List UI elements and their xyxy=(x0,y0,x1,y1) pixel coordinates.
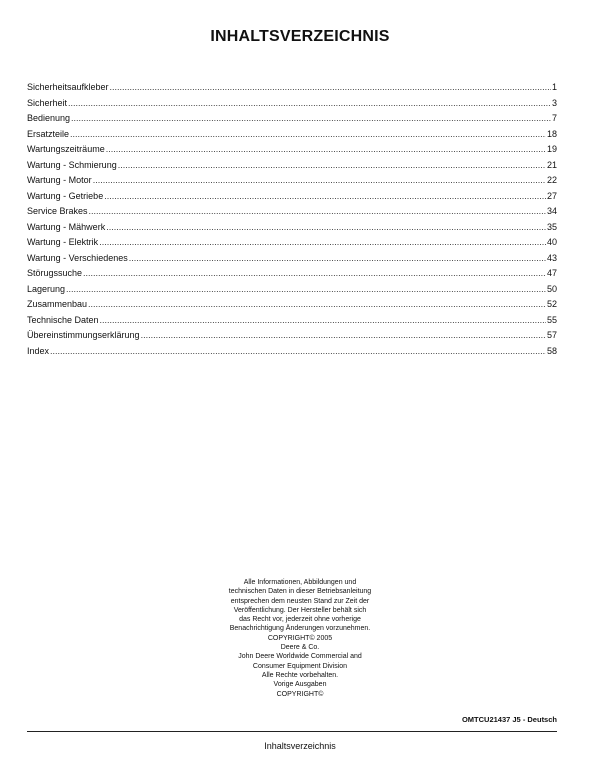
table-of-contents xyxy=(27,80,557,359)
toc-entry-label: Sicherheit xyxy=(27,97,68,108)
toc-dot-leader xyxy=(99,235,546,251)
footer-title: Inhaltsverzeichnis xyxy=(264,741,336,751)
document-code: OMTCU21437 J5 - Deutsch xyxy=(461,715,557,724)
toc-entry-page: 50 xyxy=(546,283,557,294)
toc-entry-label: Bedienung xyxy=(27,113,71,123)
toc-entry-label: Sicherheitsaufkleber xyxy=(27,82,109,92)
toc-entry-page: 1 xyxy=(551,82,557,92)
toc-entry-label: Ersatzteile xyxy=(27,128,70,139)
toc-dot-leader xyxy=(71,111,551,127)
toc-entry[interactable] xyxy=(27,111,557,127)
toc-entry[interactable] xyxy=(27,313,557,329)
toc-entry-label: Service Brakes xyxy=(27,206,88,216)
toc-entry[interactable] xyxy=(27,297,557,313)
toc-entry[interactable] xyxy=(27,328,557,344)
toc-dot-leader xyxy=(141,328,546,344)
notice-line: technischen Daten in dieser Betriebsanleitung xyxy=(228,588,372,596)
toc-entry[interactable] xyxy=(27,96,557,112)
toc-entry-label: Störugssuche xyxy=(27,268,83,278)
toc-entry[interactable] xyxy=(27,189,557,205)
toc-dot-leader xyxy=(88,297,546,313)
toc-dot-leader xyxy=(66,282,546,298)
toc-dot-leader xyxy=(106,142,546,158)
copyright-notice xyxy=(175,578,425,699)
toc-dot-leader xyxy=(129,251,546,267)
toc-entry-label: Wartung - Motor xyxy=(27,175,92,185)
notice-line: Deere & Co. xyxy=(280,644,320,652)
toc-entry-label: Wartung - Schmierung xyxy=(27,159,117,170)
toc-entry-page: 55 xyxy=(546,314,557,325)
toc-entry[interactable] xyxy=(27,344,557,360)
toc-entry-label: Wartung - Mähwerk xyxy=(27,221,106,232)
notice-line: Consumer Equipment Division xyxy=(252,662,348,670)
toc-entry-page: 40 xyxy=(546,237,557,247)
toc-entry-label: Lagerung xyxy=(27,283,66,294)
toc-entry-page: 58 xyxy=(546,345,557,356)
toc-entry-page: 57 xyxy=(546,330,557,340)
toc-entry-page: 34 xyxy=(546,206,557,216)
toc-dot-leader xyxy=(83,266,546,282)
toc-entry-page: 27 xyxy=(546,190,557,201)
toc-entry[interactable] xyxy=(27,282,557,298)
footer-divider xyxy=(27,731,557,732)
toc-entry-label: Wartung - Elektrik xyxy=(27,237,99,247)
toc-dot-leader xyxy=(50,344,546,360)
toc-entry[interactable] xyxy=(27,142,557,158)
toc-entry[interactable] xyxy=(27,220,557,236)
toc-dot-leader xyxy=(100,313,546,329)
toc-entry[interactable] xyxy=(27,80,557,96)
toc-entry-label: Zusammenbau xyxy=(27,299,88,309)
toc-entry-label: Wartung - Verschiedenes xyxy=(27,252,128,263)
notice-line: das Recht vor, jederzeit ohne vorherige xyxy=(239,616,361,624)
toc-entry-label: Index xyxy=(27,345,50,356)
toc-dot-leader xyxy=(68,96,551,112)
notice-line: COPYRIGHT© xyxy=(276,690,324,698)
toc-entry-page: 7 xyxy=(551,113,557,123)
toc-entry[interactable] xyxy=(27,235,557,251)
toc-entry[interactable] xyxy=(27,204,557,220)
toc-dot-leader xyxy=(110,80,551,96)
toc-dot-leader xyxy=(104,189,546,205)
toc-dot-leader xyxy=(93,173,546,189)
toc-entry-page: 21 xyxy=(546,159,557,170)
notice-line: entsprechen dem neusten Stand zur Zeit der xyxy=(230,597,370,605)
notice-line: Alle Rechte vorbehalten. xyxy=(261,671,339,679)
notice-line: Veröffentlichung. Der Hersteller behält sich xyxy=(233,606,367,614)
toc-entry-page: 18 xyxy=(546,128,557,139)
toc-dot-leader xyxy=(70,127,546,143)
page-title: INHALTSVERZEICHNIS xyxy=(210,28,390,45)
toc-entry[interactable] xyxy=(27,127,557,143)
notice-line: Vorige Ausgaben xyxy=(273,681,327,689)
toc-entry-page: 47 xyxy=(546,268,557,278)
toc-entry-label: Wartung - Getriebe xyxy=(27,190,104,201)
toc-entry-label: Technische Daten xyxy=(27,314,99,325)
toc-entry[interactable] xyxy=(27,158,557,174)
notice-line: Alle Informationen, Abbildungen und xyxy=(243,579,357,586)
toc-entry-label: Übereinstimmungserklärung xyxy=(27,330,140,340)
notice-line: John Deere Worldwide Commercial and xyxy=(238,653,362,661)
toc-entry-page: 35 xyxy=(546,221,557,232)
toc-entry[interactable] xyxy=(27,266,557,282)
toc-dot-leader xyxy=(106,220,546,236)
toc-entry-page: 43 xyxy=(546,252,557,263)
notice-line: Benachrichtigung Änderungen vorzunehmen. xyxy=(229,625,371,633)
toc-entry-page: 22 xyxy=(546,175,557,185)
toc-dot-leader xyxy=(89,204,546,220)
toc-entry-page: 52 xyxy=(546,299,557,309)
notice-line: COPYRIGHT© 2005 xyxy=(267,634,333,642)
toc-entry[interactable] xyxy=(27,173,557,189)
toc-entry-page: 3 xyxy=(551,97,557,108)
toc-entry-label: Wartungszeiträume xyxy=(27,144,105,154)
toc-dot-leader xyxy=(118,158,546,174)
toc-entry[interactable] xyxy=(27,251,557,267)
toc-entry-page: 19 xyxy=(546,144,557,154)
